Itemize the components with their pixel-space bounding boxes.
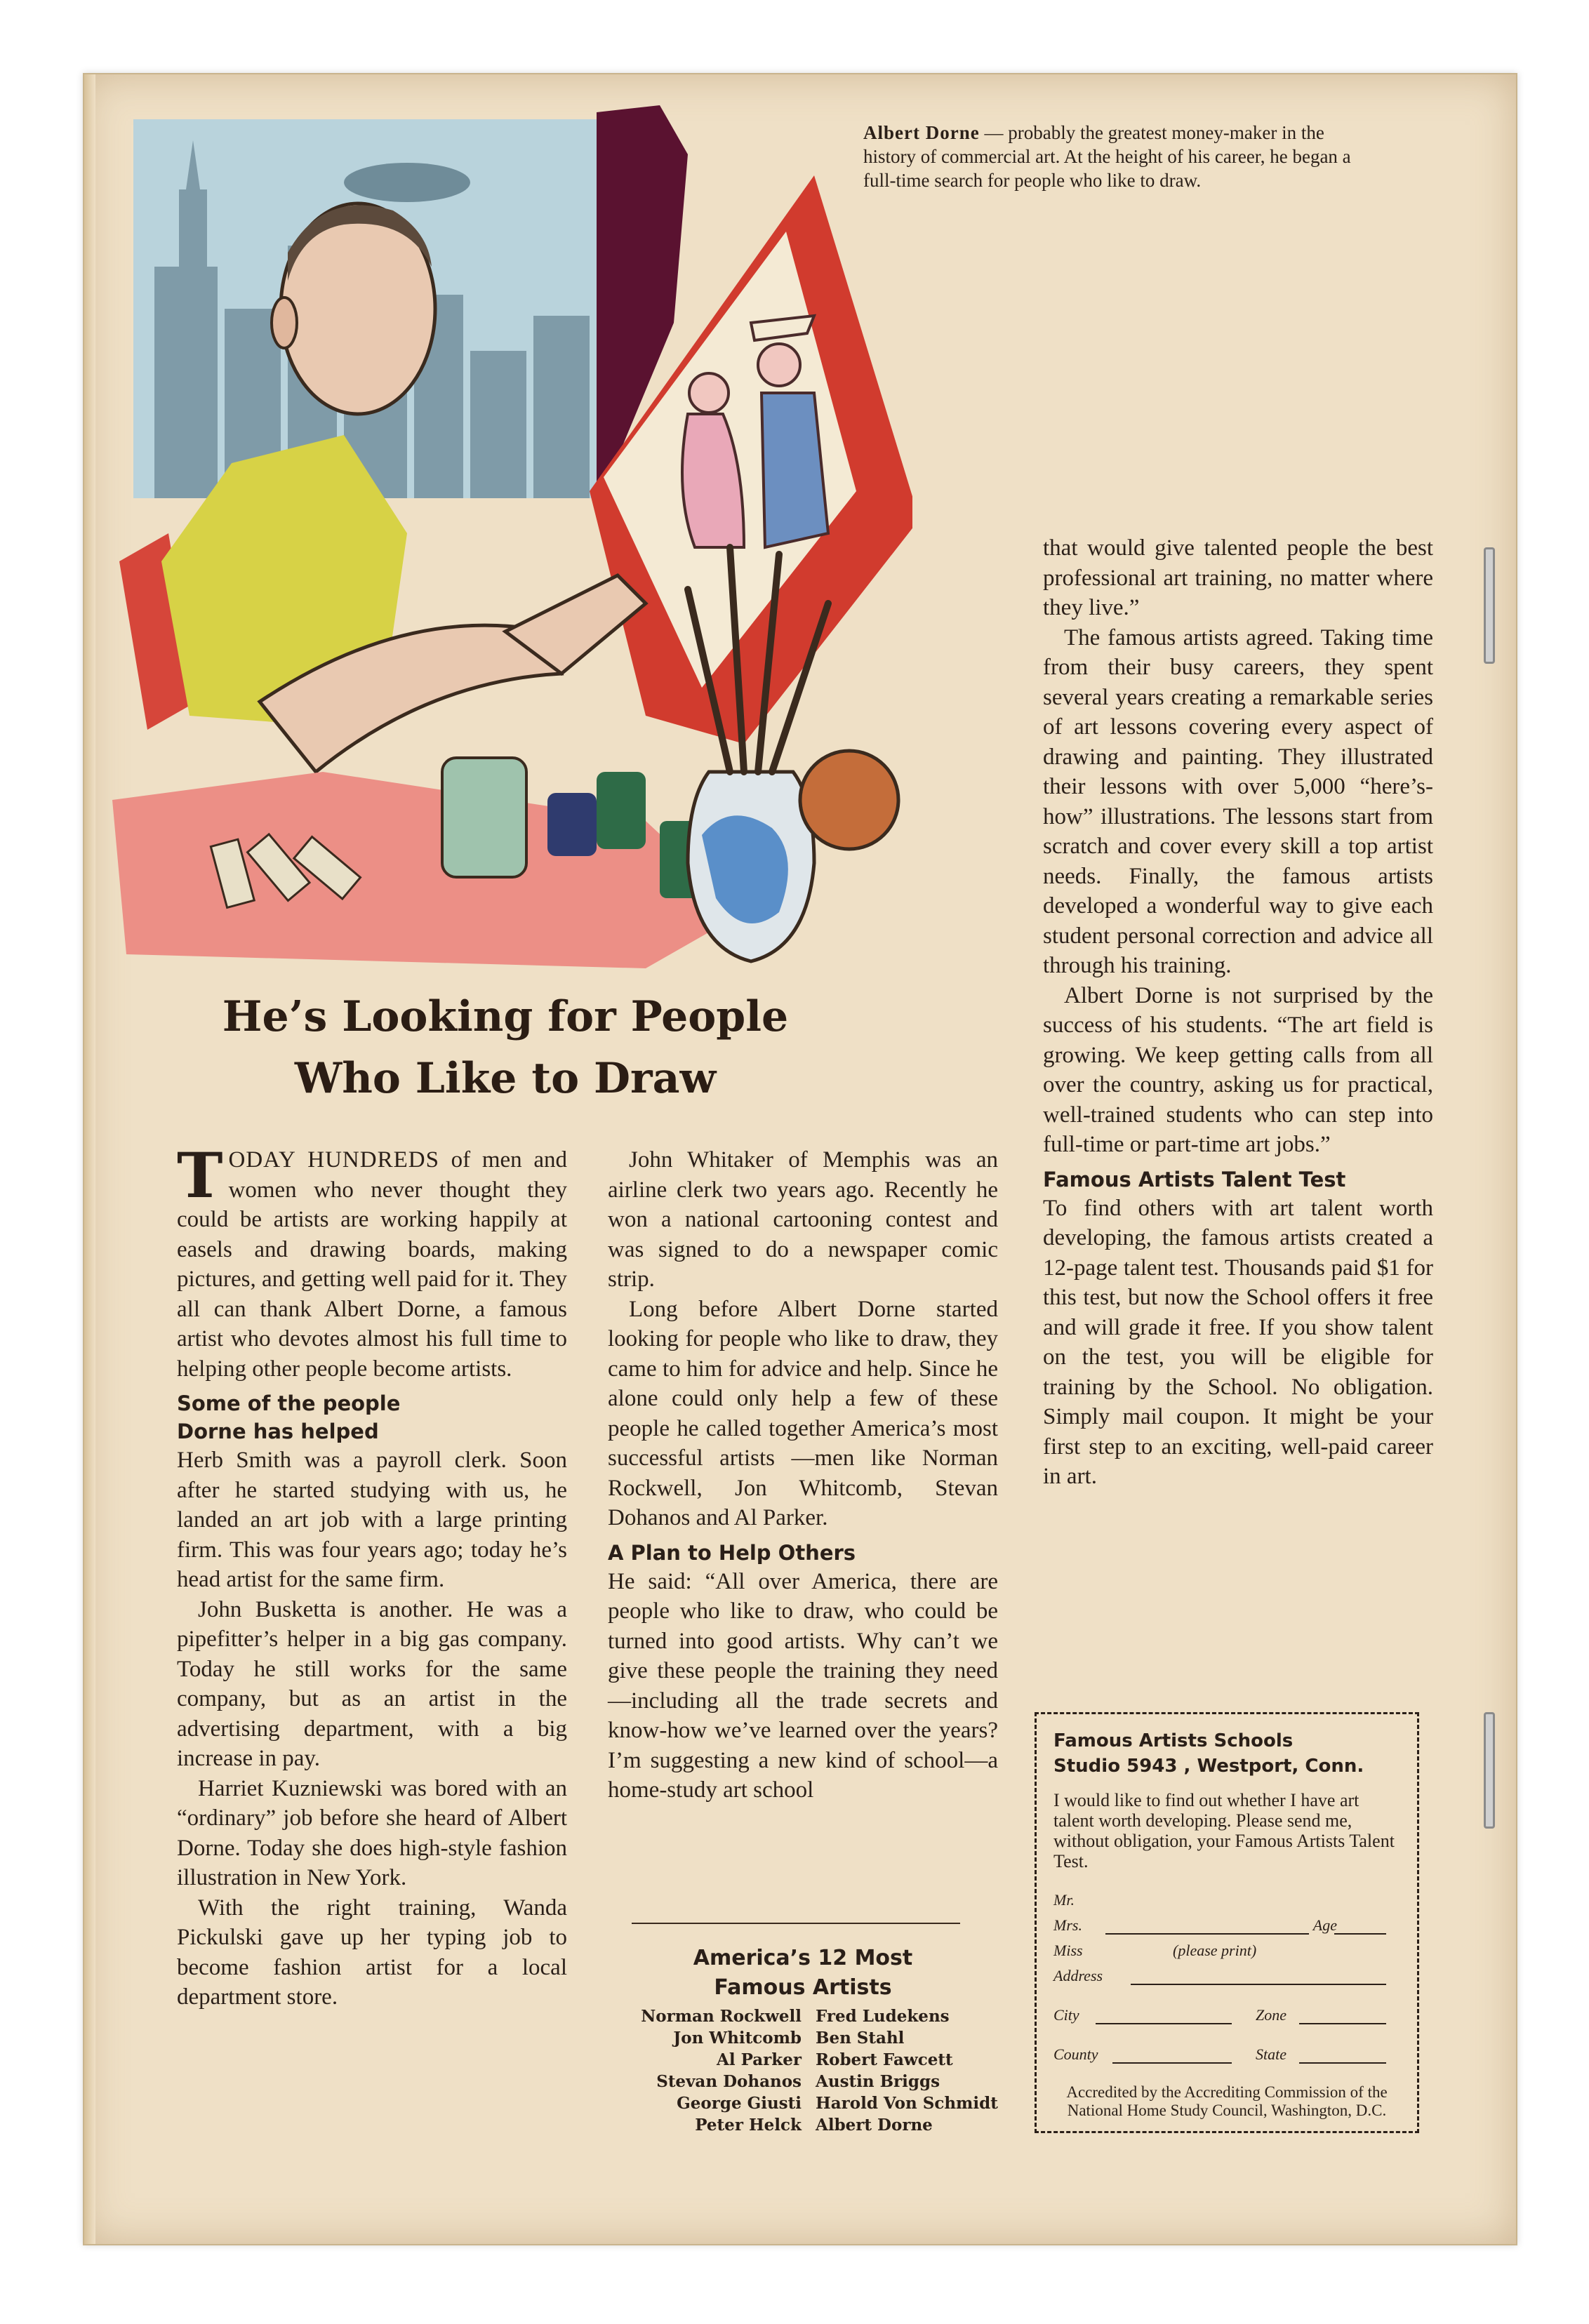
coupon-county-field[interactable] [1053, 2045, 1400, 2066]
coupon-body: I would like to find out whether I have art talent worth developing. Please send me, without obligation, your Famous Artists Talent Test. [1053, 1790, 1395, 1871]
zone-label: Zone [1256, 2006, 1287, 2024]
artist-name: George Giusti [677, 2094, 802, 2113]
man-ear [272, 298, 297, 348]
mr-label: Mr. [1053, 1891, 1075, 1909]
headline [126, 986, 884, 1109]
paragraph-he-said: He said: “All over America, there are people who like to draw, who could be turned into good artists. Why can’t we give these people the training they need—including all the trade secrets and know-how we’ve learned over the years? I’m suggesting a new kind of school—a home-study art school [608, 1568, 998, 1803]
coupon-school: Famous Artists Schools [1053, 1730, 1294, 1751]
state-label: State [1256, 2045, 1287, 2063]
miss-label: Miss [1053, 1942, 1083, 1959]
coupon-city-field[interactable] [1053, 2006, 1400, 2027]
cloud [344, 163, 470, 202]
county-label: County [1053, 2045, 1098, 2063]
article-column-2 [608, 1145, 998, 1805]
famous-artists-list [598, 2005, 1019, 2136]
paragraph-artists-agreed: The famous artists agreed. Taking time from their busy careers, they spent several years creating a remarkable series of art lessons covering every aspect of drawing and painting. They illustrated their lessons with over 5,000 “here’s-how” illustrations. The lessons start from scratch and cover every skill a top artist needs. Finally, the famous artists developed a wonderful way to give each student personal correction and advice all through his training. [1043, 625, 1433, 978]
coupon-accreditation: Accredited by the Accrediting Commission of the National Home Study Council, Washington, D.C. [1066, 2083, 1388, 2119]
artist-name: Robert Fawcett [816, 2050, 953, 2069]
artist-name: Stevan Dohanos [656, 2072, 802, 2091]
artist-name: Ben Stahl [816, 2029, 905, 2048]
paragraph-not-surprised: Albert Dorne is not surprised by the success of his students. “The art field is growing. We keep getting calls from all over the country, asking us for practical, well-trained students who can step into full-time or part-time art jobs.” [1043, 982, 1433, 1157]
intro-paragraph [177, 1139, 567, 1384]
caption-name: Albert Dorne [863, 122, 980, 143]
headline-line-1: He’s Looking for People [222, 992, 789, 1041]
subhead-line-1: Some of the people [177, 1391, 401, 1415]
divider-rule [632, 1923, 960, 1924]
subhead-plan: A Plan to Help Others [608, 1540, 856, 1565]
staple-bottom [1484, 1712, 1495, 1829]
coupon-mr-field[interactable] [1053, 1891, 1400, 1912]
clay-pot [800, 751, 898, 849]
drop-cap: T [177, 1139, 223, 1212]
subhead-line-2: Dorne has helped [177, 1420, 379, 1443]
please-print-label: (please print) [1173, 1942, 1257, 1959]
artists-title-line-2: Famous Artists [714, 1975, 892, 2000]
artist-name: Harold Von Schmidt [816, 2094, 998, 2113]
intro-lead: ODAY HUNDREDS [228, 1147, 439, 1173]
caption-text: — probably the greatest money-maker in the history of commercial art. At the height of his career, he began a full-time search for people who like to draw. [863, 122, 1351, 191]
mail-coupon[interactable] [1035, 1712, 1419, 2133]
table-top [112, 772, 744, 968]
paragraph-continued: that would give talented people the best professional art training, no matter where they live.” [1043, 535, 1433, 620]
staple-top [1484, 547, 1495, 664]
paragraph-wanda: With the right training, Wanda Pickulski gave up her typing job to become fashion artist for a local department store. [177, 1895, 567, 2010]
coupon-address-field[interactable] [1053, 1967, 1400, 1988]
coupon-miss-field[interactable] [1053, 1942, 1400, 1963]
address-label: Address [1053, 1967, 1103, 1984]
coupon-name-field[interactable] [1053, 1916, 1400, 1937]
mrs-label: Mrs. [1053, 1916, 1082, 1934]
paragraph-harriet: Harriet Kuzniewski was bored with an “ordinary” job before she heard of Albert Dorne. Today she does high-style fashion illustration in New York. [177, 1775, 567, 1890]
intro-text: of men and women who never thought they could be artists are working happily at easels and drawing boards, making pictures, and getting well paid for it. They all can thank Albert Dorne, a famous artist who devotes almost his full time to helping other people become artists. [177, 1147, 567, 1382]
artist-name: Fred Ludekens [816, 2007, 950, 2026]
paragraph-talent-test: To find others with art talent worth developing, the famous artists created a 12-page talent test. Thousands paid $1 for this test, but now the School offers it free and will grade it free. If you show talent on the test, you will be eligible for training by the School. No obligation. Simply mail coupon. It might be your first step to an exciting, well-paid career in art. [1043, 1195, 1433, 1489]
illustration-caption [863, 121, 1376, 192]
city-label: City [1053, 2006, 1079, 2024]
age-label: Age [1312, 1916, 1337, 1934]
artist-name: Norman Rockwell [641, 2007, 802, 2026]
artist-name: Albert Dorne [816, 2116, 933, 2135]
artist-name: Al Parker [717, 2050, 802, 2069]
paragraph-long-before: Long before Albert Dorne started looking for people who like to draw, they came to him for advice and help. Since he alone could only help a few of these people he called together America’s most successful artists —men like Norman Rockwell, Jon Whitcomb, Stevan Dohanos and Al Parker. [608, 1296, 998, 1530]
artist-name: Austin Briggs [816, 2072, 940, 2091]
coupon-studio: Studio 5943 , Westport, Conn. [1053, 1756, 1364, 1777]
article-column-1 [177, 1139, 567, 2012]
artist-illustration [112, 98, 912, 982]
paragraph-john-busketta: John Busketta is another. He was a pipefitter’s helper in a big gas company. Today he still works for the same company, but as an artist in the advertising department, with a big increase in pay. [177, 1596, 567, 1771]
artist-name: Peter Helck [695, 2116, 802, 2135]
paragraph-herb-smith: Herb Smith was a payroll clerk. Soon after he started studying with us, he landed an art job with a large printing firm. This was four years ago; today he’s head artist for the same firm. [177, 1448, 567, 1592]
subhead-talent-test: Famous Artists Talent Test [1043, 1167, 1346, 1191]
artists-title-line-1: America’s 12 Most [693, 1946, 913, 1970]
article-column-3 [1043, 533, 1433, 1492]
famous-artists-title [608, 1944, 998, 2003]
headline-line-2: Who Like to Draw [294, 1054, 717, 1103]
paragraph-john-whitaker: John Whitaker of Memphis was an airline clerk two years ago. Recently he won a national cartooning contest and was signed to do a newspaper comic strip. [608, 1147, 998, 1292]
subhead-people-helped [177, 1389, 567, 1445]
artist-name: Jon Whitcomb [673, 2029, 802, 2048]
